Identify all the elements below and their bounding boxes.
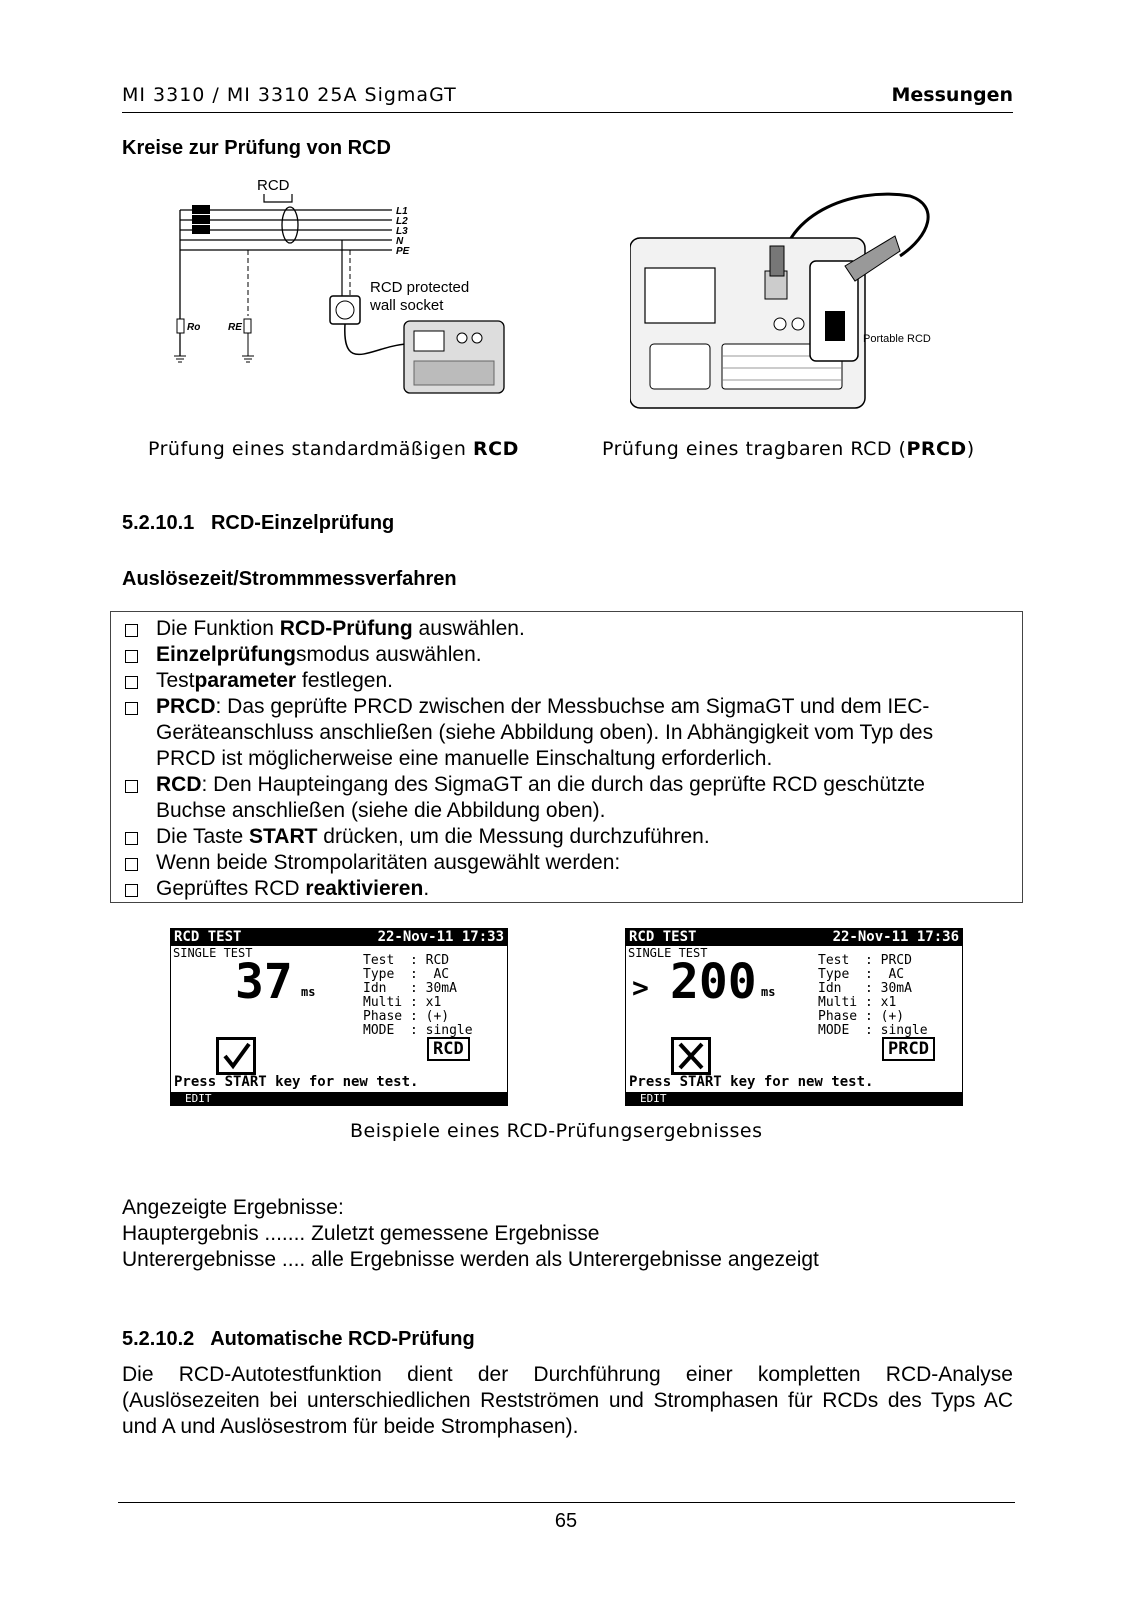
rcd-label: RCD — [257, 177, 290, 194]
lcd-title: RCD TEST — [629, 929, 697, 945]
checkbox-icon — [125, 884, 138, 897]
subheading-method: Auslösezeit/Strommmessverfahren — [122, 568, 457, 590]
checkbox-icon — [125, 702, 138, 715]
cross-icon — [671, 1037, 711, 1075]
lcd-main-result: 200 — [670, 954, 757, 1010]
page-header — [122, 82, 1013, 113]
lcd-datetime: 22-Nov-11 17:36 — [832, 929, 959, 945]
checkbox-icon — [125, 650, 138, 663]
resistor-label-ro: Ro — [187, 322, 201, 333]
section-title: Kreise zur Prüfung von RCD — [122, 137, 391, 159]
header-title: MI 3310 / MI 3310 25A SigmaGT — [122, 84, 457, 106]
step-item: PRCD: Das geprüfte PRCD zwischen der Messbuchse am SigmaGT und dem IEC- — [123, 694, 1012, 720]
lcd-footer — [626, 1092, 962, 1105]
results-title: Angezeigte Ergebnisse: — [122, 1196, 344, 1219]
results-sub: Unterergebnisse .... alle Ergebnisse werden als Unterergebnisse angezeigt — [122, 1248, 819, 1271]
step-item: Wenn beide Strompolaritäten ausgewählt werden: — [123, 850, 1012, 876]
footer-rule — [118, 1502, 1015, 1503]
lcd-title: RCD TEST — [174, 929, 242, 945]
resistor-label-re: RE — [228, 322, 242, 333]
lcd-screen-rcd — [170, 928, 508, 1106]
step-item: Die Funktion RCD-Prüfung auswählen. — [123, 616, 1012, 642]
results-main: Hauptergebnis ....... Zuletzt gemessene Ergebnisse — [122, 1222, 600, 1245]
lcd-unit: ms — [301, 985, 316, 999]
lcd-unit: ms — [761, 985, 776, 999]
checkbox-icon — [125, 858, 138, 871]
results-block — [122, 1195, 819, 1273]
step-continuation: Buchse anschließen (siehe die Abbildung oben). — [156, 799, 606, 822]
line-label-n: N — [396, 236, 404, 247]
checkbox-icon — [125, 676, 138, 689]
caption-standard-rcd: Prüfung eines standardmäßigen RCD — [148, 438, 519, 460]
line-label-pe: PE — [396, 246, 410, 257]
lcd-greater-than: > — [632, 971, 649, 1004]
checkbox-icon — [125, 832, 138, 845]
step-item: Einzelprüfungsmodus auswählen. — [123, 642, 1012, 668]
screens-caption: Beispiele eines RCD-Prüfungsergebnisses — [350, 1120, 763, 1142]
line-label-l3: L3 — [396, 226, 408, 237]
lcd-params: Test : RCD Type : AC Idn : 30mA Multi : x1 Phase : (+) MODE : single — [363, 953, 473, 1038]
line-label-l1: L1 — [396, 206, 408, 217]
lcd-params: Test : PRCD Type : AC Idn : 30mA Multi : x1 Phase : (+) MODE : single — [818, 953, 928, 1038]
steps-box — [110, 611, 1023, 903]
lcd-press-start: Press START key for new test. — [629, 1074, 874, 1090]
lcd-screen-prcd — [625, 928, 963, 1106]
edit-softkey: EDIT — [640, 1092, 667, 1105]
lcd-footer — [171, 1092, 507, 1105]
step-item: Testparameter festlegen. — [123, 668, 1012, 694]
checkbox-icon — [125, 624, 138, 637]
socket-label-2: wall socket — [370, 297, 444, 314]
rcd-wiring-diagram — [172, 176, 522, 411]
prcd-test-diagram — [630, 176, 960, 416]
step-item: Die Taste START drücken, um die Messung durchzuführen. — [123, 824, 1012, 850]
step-item: RCD: Den Haupteingang des SigmaGT an die durch das geprüfte RCD geschützte — [123, 772, 1012, 798]
lcd-main-result: 37 — [235, 954, 293, 1010]
edit-softkey: EDIT — [185, 1092, 212, 1105]
page-number: 65 — [554, 1510, 578, 1532]
instrument-icon — [404, 321, 504, 393]
lcd-press-start: Press START key for new test. — [174, 1074, 419, 1090]
checkbox-icon — [125, 780, 138, 793]
caption-portable-rcd: Prüfung eines tragbaren RCD (PRCD) — [602, 438, 975, 460]
check-icon — [216, 1037, 256, 1075]
socket-label-1: RCD protected — [370, 279, 470, 296]
step-continuation: Geräteanschluss anschließen (siehe Abbildung oben). In Abhängigkeit vom Typ des — [156, 721, 934, 744]
lcd-badge: PRCD — [882, 1037, 935, 1061]
heading-auto-test: 5.2.10.2 Automatische RCD-Prüfung — [122, 1328, 475, 1350]
heading-single-test: 5.2.10.1 RCD-Einzelprüfung — [122, 512, 395, 534]
lcd-badge: RCD — [427, 1037, 470, 1061]
lcd-datetime: 22-Nov-11 17:33 — [377, 929, 504, 945]
auto-test-paragraph: Die RCD-Autotestfunktion dient der Durchführung einer kompletten RCD-Analyse (Auslösezeiten bei unterschiedlichen Restströmen und Stromphasen für RCDs des Typs AC und A und Auslösestrom für beide Stromphasen). — [122, 1363, 1013, 1438]
lcd-mode: SINGLE TEST — [173, 946, 253, 960]
lcd-mode: SINGLE TEST — [628, 946, 708, 960]
step-continuation: PRCD ist möglicherweise eine manuelle Einschaltung erforderlich. — [156, 747, 773, 770]
portable-rcd-label: Portable RCD — [863, 333, 931, 345]
header-section: Messungen — [891, 84, 1013, 106]
step-item: Geprüftes RCD reaktivieren. — [123, 876, 1012, 902]
line-label-l2: L2 — [396, 216, 408, 227]
